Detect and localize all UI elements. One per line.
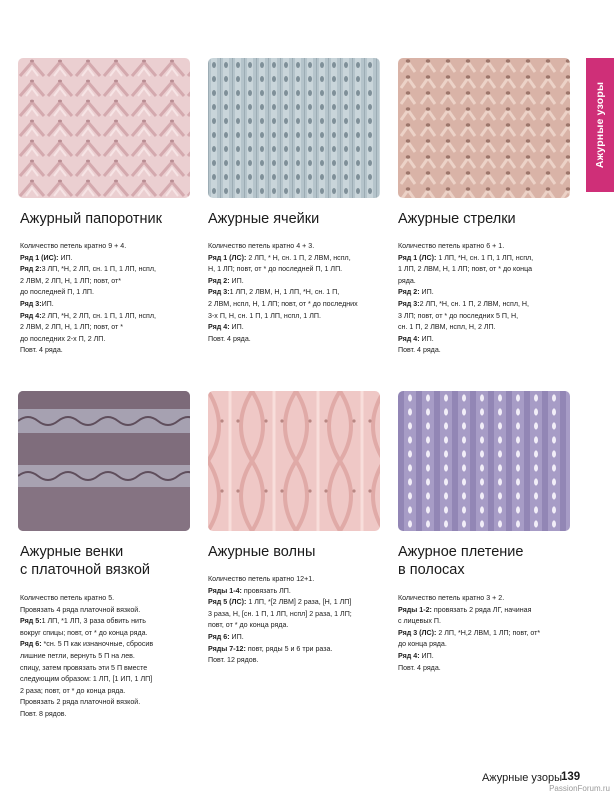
instruction-text: Количество петель кратно 3 + 2. — [398, 594, 505, 602]
instruction-text: *сн. 5 П как изнаночные, сбросив — [41, 640, 154, 649]
instruction-text: Провязать 2 ряда платочной вязкой. — [20, 698, 141, 707]
row-label: Ряд 4: — [398, 651, 420, 660]
instruction-line — [398, 311, 580, 323]
instruction-text: Повт. 8 рядов. — [20, 709, 67, 718]
instruction-line — [208, 644, 390, 656]
instruction-text: вокруг спицы; повт, от * до конца ряда. — [20, 628, 148, 637]
instruction-line — [208, 253, 390, 265]
instruction-line — [398, 334, 580, 346]
instruction-line — [398, 663, 580, 675]
instruction-line — [208, 655, 390, 667]
instruction-text: 1 ЛП, *1 ЛП, 3 раза обвить нить — [41, 617, 146, 626]
swatch-lace-waves — [208, 391, 380, 531]
instruction-line — [208, 322, 390, 334]
instruction-text: 1 ЛП, 2 ЛВМ, Н, 1 ЛП; повт, от * до конца — [398, 265, 533, 274]
instruction-line — [208, 276, 390, 288]
row-label: Ряды 7-12: — [208, 644, 246, 653]
instruction-text: провязать 2 ряда ЛГ, начиная — [431, 605, 532, 614]
instruction-line — [20, 334, 202, 346]
row-label: Ряд 5: — [20, 617, 42, 626]
pattern-title-6-line-2: в полосах — [398, 562, 465, 578]
instruction-line — [20, 311, 202, 323]
instruction-text: ИП. — [419, 651, 434, 660]
instruction-text: следующим образом: 1 ЛП, [1 ИП, 1 ЛП] — [20, 675, 153, 684]
instruction-text: Повт. 4 ряда. — [20, 346, 63, 355]
instruction-text: 2 ЛП, *Н, сн. 1 П, 2 ЛВМ, нспл, Н, — [419, 299, 529, 308]
row-label: Ряд 3: — [398, 299, 420, 308]
instruction-line — [208, 264, 390, 276]
instruction-text: повт, ряды 5 и 6 три раза. — [245, 644, 333, 653]
instruction-line — [208, 241, 390, 253]
instruction-line — [20, 241, 202, 253]
instruction-text: Повт. 4 ряда. — [398, 663, 441, 672]
pattern-title-2 — [208, 210, 393, 228]
instruction-line — [398, 628, 580, 640]
swatch-lace-garlands — [18, 391, 190, 531]
instruction-line — [398, 639, 580, 651]
instruction-line — [208, 620, 390, 632]
instruction-text: ИП. — [229, 632, 244, 641]
instruction-text: 2 ЛВМ, 2 ЛП, Н, 1 ЛП; повт, от* — [20, 276, 122, 285]
instruction-text: 3 ЛП, *Н, 2 ЛП, сн. 1 П, 1 ЛП, нспл, — [41, 265, 157, 274]
instruction-line — [208, 597, 390, 609]
instruction-text: Количество петель кратно 6 + 1. — [398, 242, 505, 250]
instruction-line — [208, 609, 390, 621]
instruction-text: 2 ЛВМ, 2 ЛП, Н, 1 ЛП; повт, от * — [20, 323, 124, 332]
pattern-title-2-line-1: Ажурные ячейки — [208, 211, 320, 227]
pattern-title-5 — [208, 543, 393, 561]
row-label: Ряд 1 (ЛС): — [208, 253, 247, 262]
instruction-line — [20, 276, 202, 288]
instruction-text: 2 раза; повт, от * до конца ряда. — [20, 686, 126, 695]
row-label: Ряд 2: — [20, 265, 42, 274]
instruction-line — [20, 345, 202, 357]
instruction-text: ряда. — [398, 276, 416, 285]
pattern-instructions-4 — [20, 593, 202, 721]
instruction-text: Н, 1 ЛП; повт, от * до последней П, 1 ЛП. — [208, 265, 343, 274]
row-label: Ряд 6: — [208, 632, 230, 641]
instruction-text: 1 ЛП, *[2 ЛВМ] 2 раза, [Н, 1 ЛП] — [246, 598, 352, 607]
row-label: Ряд 3 (ЛС): — [398, 628, 437, 637]
pattern-title-1 — [20, 210, 205, 228]
watermark: PassionForum.ru — [549, 784, 610, 793]
instruction-line — [20, 674, 202, 686]
pattern-title-4-line-2: с платочной вязкой — [20, 562, 151, 578]
instruction-text: ИП. — [229, 276, 244, 285]
instruction-text: провязать ЛП. — [241, 586, 291, 595]
row-label: Ряд 5 (ЛС): — [208, 598, 247, 607]
instruction-text: Количество петель кратно 9 + 4. — [20, 242, 127, 250]
instruction-line — [398, 264, 580, 276]
instruction-text: 1 ЛП, 2 ЛВМ, Н, 1 ЛП, *Н, сн. 1 П, — [229, 288, 340, 297]
instruction-line — [20, 686, 202, 698]
instruction-text: 2 ЛВМ, нспл, Н, 1 ЛП; повт, от * до последних — [208, 299, 358, 308]
pattern-instructions-1 — [20, 241, 202, 357]
row-label: Ряд 3: — [20, 299, 42, 308]
instruction-text: ИП. — [229, 323, 244, 332]
row-label: Ряды 1-2: — [398, 605, 432, 614]
instruction-line — [398, 651, 580, 663]
pattern-title-3 — [398, 210, 583, 228]
row-label: Ряд 2: — [398, 288, 420, 297]
instruction-line — [20, 264, 202, 276]
page-number: 139 — [561, 771, 581, 783]
instruction-text: Повт. 4 ряда. — [398, 346, 441, 355]
swatch-fern-lace — [18, 58, 190, 198]
pattern-title-4-line-1: Ажурные венки — [20, 544, 124, 560]
instruction-line — [398, 605, 580, 617]
instruction-text: Повт. 4 ряда. — [208, 334, 251, 343]
swatch-lace-stripes — [398, 391, 570, 531]
row-label: Ряды 1-4: — [208, 586, 242, 595]
instruction-line — [398, 276, 580, 288]
instruction-line — [20, 663, 202, 675]
pattern-instructions-6 — [398, 593, 580, 674]
pattern-instructions-2 — [208, 241, 390, 345]
instruction-line — [398, 287, 580, 299]
instruction-text: лишние петли, вернуть 5 П на лев. — [20, 651, 135, 660]
instruction-text: 3 ЛП; повт, от * до последних 5 П, Н, — [398, 311, 519, 320]
instruction-line — [20, 651, 202, 663]
instruction-line — [20, 697, 202, 709]
instruction-text: Провязать 4 ряда платочной вязкой. — [20, 605, 141, 614]
swatch-lace-arrows — [398, 58, 570, 198]
instruction-text: ИП. — [41, 299, 54, 308]
pattern-title-3-line-1: Ажурные стрелки — [398, 211, 516, 227]
pattern-title-1-line-1: Ажурный папоротник — [20, 211, 162, 227]
row-label: Ряд 6: — [20, 640, 42, 649]
instruction-text: с лицевых П. — [398, 617, 442, 626]
instruction-line — [20, 322, 202, 334]
instruction-text: 3 раза, Н, [сн. 1 П, 1 ЛП, нспл] 2 раза, 1 ЛП; — [208, 609, 352, 618]
instruction-line — [208, 311, 390, 323]
row-label: Ряд 4: — [208, 323, 230, 332]
instruction-text: ИП. — [58, 253, 73, 262]
row-label: Ряд 4: — [20, 311, 42, 320]
row-label: Ряд 1 (ИС): — [20, 253, 59, 262]
instruction-line — [20, 299, 202, 311]
instruction-text: 1 ЛП, *Н, сн. 1 П, 1 ЛП, нспл, — [436, 253, 534, 262]
instruction-line — [208, 632, 390, 644]
instruction-text: ИП. — [419, 288, 434, 297]
instruction-line — [20, 593, 202, 605]
section-side-tab-label: Ажурные узоры — [594, 81, 607, 169]
instruction-text: Повт. 12 рядов. — [208, 656, 259, 665]
row-label: Ряд 1 (ЛС): — [398, 253, 437, 262]
pattern-title-5-line-1: Ажурные волны — [208, 544, 316, 560]
instruction-line — [398, 616, 580, 628]
pattern-instructions-5 — [208, 574, 390, 667]
instruction-text: Количество петель кратно 12+1. — [208, 575, 315, 583]
instruction-line — [20, 253, 202, 265]
instruction-line — [208, 287, 390, 299]
instruction-text: 2 ЛП, *Н, 2 ЛП, сн. 1 П, 1 ЛП, нспл, — [41, 311, 157, 320]
instruction-text: 2 ЛП, *Н,2 ЛВМ, 1 ЛП; повт, от* — [436, 628, 541, 637]
instruction-line — [398, 241, 580, 253]
instruction-line — [20, 287, 202, 299]
instruction-line — [208, 586, 390, 598]
pattern-instructions-3 — [398, 241, 580, 357]
pattern-title-4 — [20, 543, 205, 579]
instruction-line — [20, 639, 202, 651]
instruction-text: спицу, затем провязать эти 5 П вместе — [20, 663, 148, 672]
footer-section-label: Ажурные узоры — [481, 772, 562, 784]
instruction-text: повт, от * до конца ряда. — [208, 621, 289, 630]
row-label: Ряд 2: — [208, 276, 230, 285]
pattern-title-6-line-1: Ажурное плетение — [398, 544, 524, 560]
instruction-line — [398, 299, 580, 311]
instruction-text: до последней П, 1 ЛП. — [20, 288, 94, 297]
instruction-line — [20, 709, 202, 721]
instruction-line — [208, 574, 390, 586]
section-side-tab — [586, 58, 614, 192]
instruction-line — [398, 345, 580, 357]
row-label: Ряд 3: — [208, 288, 230, 297]
instruction-line — [20, 616, 202, 628]
instruction-line — [20, 628, 202, 640]
instruction-line — [398, 593, 580, 605]
instruction-text: 2 ЛП, * Н, сн. 1 П, 2 ЛВМ, нспл, — [246, 253, 351, 262]
instruction-text: до конца ряда. — [398, 640, 447, 649]
instruction-line — [398, 253, 580, 265]
row-label: Ряд 4: — [398, 334, 420, 343]
instruction-text: сн. 1 П, 2 ЛВМ, нспл, Н, 2 ЛП. — [398, 323, 496, 332]
instruction-text: Количество петель кратно 5. — [20, 594, 115, 602]
swatch-lace-cells — [208, 58, 380, 198]
instruction-text: ИП. — [419, 334, 434, 343]
pattern-title-6 — [398, 543, 583, 579]
instruction-text: 3-х П, Н, сн. 1 П, 1 ЛП, нспл, 1 ЛП. — [208, 311, 321, 320]
instruction-line — [20, 605, 202, 617]
instruction-text: до последних 2-х П, 2 ЛП. — [20, 334, 106, 343]
instruction-line — [208, 334, 390, 346]
instruction-line — [398, 322, 580, 334]
instruction-text: Количество петель кратно 4 + 3. — [208, 242, 315, 250]
instruction-line — [208, 299, 390, 311]
